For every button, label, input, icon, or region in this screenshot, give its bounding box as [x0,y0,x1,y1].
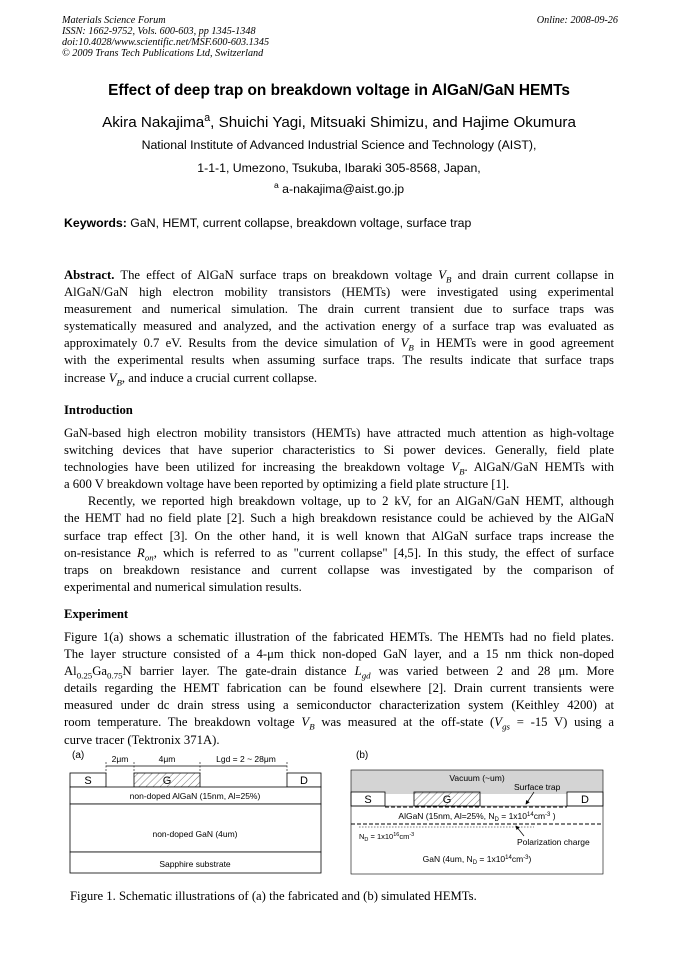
experiment-line: curve tracer (Tektronix 371A). [64,732,220,747]
text-run: room temperature. The breakdown voltage [64,715,302,730]
dimension-label-lgd: Lgd = 2 ~ 28μm [216,754,276,764]
intro-line: Recently, we reported high breakdown voltage, up to 2 kV, for an AlGaN/GaN HEMT, although [64,494,614,509]
text-run: Ga [92,664,108,679]
figure-1-caption: Figure 1. Schematic illustrations of (a) the fabricated and (b) simulated HEMTs. [70,889,477,903]
text-run: = -15 V) using a [509,715,614,730]
source-label: S [84,775,92,787]
introduction-body [64,425,614,596]
sim-gate-label: G [442,794,452,806]
drain-label: D [300,775,308,787]
keywords [64,216,471,230]
intro-line: experimental and numerical simulation results. [64,579,302,594]
superscript: 14 [505,855,512,861]
subscript: B [309,722,315,732]
subscript: B [408,342,414,353]
symbol: V [301,715,310,730]
copyright: © 2009 Trans Tech Publications Ltd, Switzerland [62,48,264,59]
author-list [40,111,638,131]
text-run: ) [528,854,532,864]
gan-layer [70,804,321,852]
journal-name: Materials Science Forum [62,15,166,26]
experiment-line: measured under dc drain stress using a semiconductor characterization system (Keithley 4200) at [64,698,614,713]
subscript: on [144,552,154,563]
symbol: V [400,336,409,351]
abstract-label: Abstract. [64,268,115,282]
figure-1a [70,750,321,873]
subscript: B [116,377,122,388]
email-address: a-nakajima@aist.go.jp [278,182,405,196]
figure-1 [64,748,620,883]
superscript: -3 [545,812,551,818]
experiment-line: Figure 1(a) shows a schematic illustration of the fabricated HEMTs. The HEMTs had no field plates. [64,630,614,644]
text-run: N barrier layer. The gate-drain distance [122,664,355,679]
algan-layer-label: non-doped AlGaN (15nm, Al=25%) [129,791,261,801]
text-run: , and induce a crucial current collapse. [121,370,318,385]
text-run: cm [399,832,410,841]
text-run: N [359,832,365,841]
symbol: R [137,545,145,560]
text-run: = 1x10 [368,832,394,841]
text-run: and drain current collapse in [451,268,614,282]
substrate-label: Sapphire substrate [159,859,231,869]
introduction-heading: Introduction [64,403,133,417]
experiment-heading: Experiment [64,607,129,621]
online-date: Online: 2008-09-26 [536,15,618,26]
subscript: B [446,274,452,285]
subscript: gs [502,722,510,732]
abstract [64,267,614,387]
intro-line: GaN-based high electron mobility transistors (HEMTs) have attracted much attention as high-voltage [64,426,614,440]
intro-line [64,545,614,562]
symbol: V [438,268,447,282]
gan-layer-label: non-doped GaN (4um) [152,829,238,839]
keywords-label: Keywords: [64,216,127,230]
subscript: D [364,837,369,843]
abstract-line: AlGaN/GaN high electron mobility transistors (HEMTs) were investigated using experimental [64,285,614,300]
experiment-line: details regarding the HEMT fabrication can be found elsewhere [2]. Drain current transients were [64,681,614,696]
abstract-line [64,267,614,284]
subscript: 0.25 [76,670,93,681]
abstract-line: measurement and numerical simulation. The drain current transient due to surface traps was [64,302,614,317]
symbol: V [451,460,460,475]
intro-line [64,459,614,476]
text-run: = 1x10 [498,811,528,821]
subscript: D [472,860,478,866]
abstract-line [64,335,614,352]
author-affil-mark: a [204,111,211,124]
figure-1b [351,750,603,874]
text-run: GaN (4um, N [422,854,473,864]
abstract-line [64,370,614,387]
vacuum-label: Vacuum (~um) [449,773,505,783]
figure-1b-label: (b) [356,750,369,761]
superscript: 14 [527,812,534,818]
intro-line: switching devices that have superior characteristics to Si power devices. Generally, field plate [64,443,614,458]
text-run: cm [533,811,546,821]
text-run: technologies have been utilized for increasing the breakdown voltage [64,460,452,475]
text-run: = 1x10 [477,854,506,864]
text-run: approximately 0.7 eV. Results from the device simulation of [64,336,401,351]
experiment-body [64,629,614,749]
text-run: Al [64,664,77,679]
intro-line: traps on breakdown resistance and current collapse was investigated by the comparison of [64,562,614,577]
author-email [40,179,638,196]
nd-label [359,832,414,843]
gate-label: G [162,775,172,787]
text-run: increase [64,370,109,385]
text-run: AlGaN (15nm, Al=25%, N [398,811,495,821]
subscript: D [494,817,499,823]
text-run: was varied between 2 and 28 μm. More [370,664,614,679]
affiliation-line2: 1-1-1, Umezono, Tsukuba, Ibaraki 305-8568, Japan, [197,161,481,175]
dimension-label-4um: 4μm [158,754,176,764]
paper-title: Effect of deep trap on breakdown voltage in AlGaN/GaN HEMTs [108,82,570,99]
intro-line: surface trap effect [3]. On the other hand, it is well known that AlGaN surface traps increase the [64,528,614,543]
issn: ISSN: 1662-9752, Vols. 600-603, pp 1345-1348 [62,26,256,37]
intro-line: the HEMT had no field plate [2]. Such a high breakdown resistance could be achieved by the AlGaN [64,511,614,526]
journal-header [62,15,618,59]
other-authors: , Shuichi Yagi, Mitsuaki Shimizu, and Hajime Okumura [210,114,576,131]
symbol: V [494,715,503,730]
symbol: V [108,370,117,385]
sim-gan-label [423,854,532,866]
keywords-text: GaN, HEMT, current collapse, breakdown voltage, surface trap [126,216,472,230]
figure-1a-label: (a) [72,750,85,761]
text-run: . AlGaN/GaN HEMTs with [464,460,614,475]
sim-source-label: S [364,794,372,806]
experiment-line: The layer structure consisted of a 4-μm thick non-doped GaN layer, and a 15 nm thick non-doped [64,647,614,662]
text-run: was measured at the off-state ( [314,715,495,730]
experiment-line [64,663,614,680]
first-author: Akira Nakajima [102,114,205,131]
surface-trap-label: Surface trap [514,782,561,792]
abstract-line: systematically measured and analyzed, and the activation energy of a surface trap was evaluated as [64,319,614,334]
text-run: , which is referred to as "current collapse" [4,5]. In this study, the effect of surface [153,545,614,560]
intro-line: a 600 V breakdown voltage have been reported by optimizing a field plate structure [1]. [64,477,510,492]
text-run: ) [550,811,556,821]
affiliation-line1: National Institute of Advanced Industrial Science and Technology (AIST), [141,138,537,152]
experiment-line [64,714,614,731]
doi: doi:10.4028/www.scientific.net/MSF.600-603.1345 [62,37,270,48]
text-run: on-resistance [64,545,138,560]
symbol: L [354,664,362,679]
text-run: The effect of AlGaN surface traps on breakdown voltage [114,268,439,282]
subscript: B [459,466,465,477]
polarization-charge-arrow [516,826,524,836]
superscript: -3 [409,832,415,838]
sim-drain-label: D [581,794,589,806]
abstract-line: with the experimental results when assuming surface traps. The results indicate that surface traps [64,353,614,368]
text-run: cm [511,854,524,864]
superscript: -3 [523,855,529,861]
text-run: in HEMTs were in good agreement [413,336,614,351]
sim-algan-label [398,811,555,823]
subscript: 0.75 [107,670,123,681]
dimension-label-2um: 2μm [111,754,129,764]
subscript: gd [361,670,371,681]
email-mark: a [273,179,279,190]
superscript: 16 [393,832,400,838]
polarization-charge-label: Polarization charge [517,837,590,847]
